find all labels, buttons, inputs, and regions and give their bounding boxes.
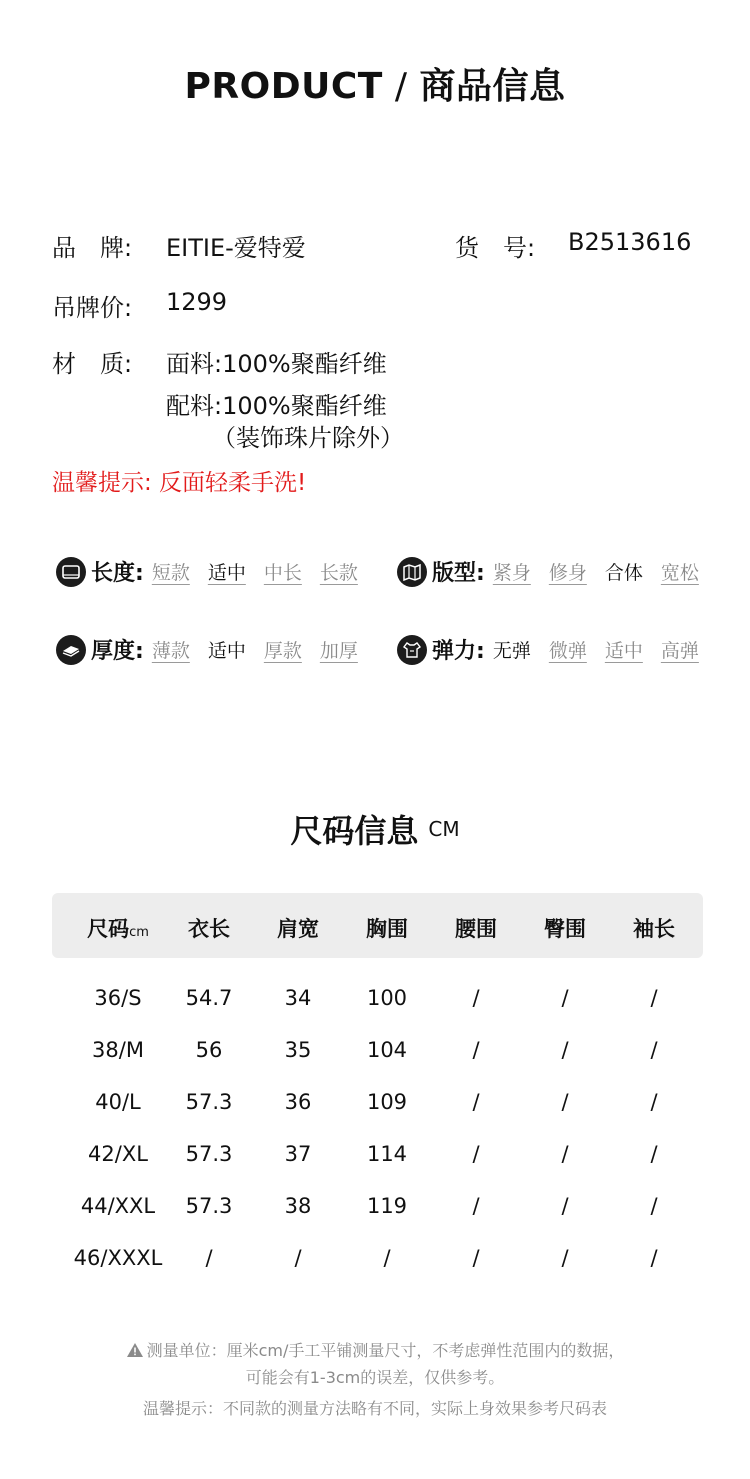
table-cell: /: [472, 1142, 480, 1166]
table-cell: 42/XL: [88, 1142, 148, 1166]
option-slim: 修身: [548, 562, 587, 584]
note-line: 可能会有1-3cm的误差，仅供参考。: [245, 1368, 505, 1387]
table-cell: /: [650, 1142, 658, 1166]
attribute-length: [56, 556, 358, 587]
option-high: 高弹: [660, 640, 699, 662]
table-cell: /: [650, 986, 658, 1010]
table-cell: 56: [195, 1038, 223, 1062]
table-cell: 37: [284, 1142, 312, 1166]
attribute-options: [493, 558, 699, 585]
table-cell: 36/S: [94, 986, 142, 1010]
header-label: 尺码: [87, 917, 130, 941]
table-cell: /: [205, 1246, 213, 1270]
table-cell: 36: [284, 1090, 312, 1114]
attribute-name: 弹力:: [432, 639, 485, 664]
attribute-fit: [397, 556, 699, 587]
header-length: 衣长: [188, 917, 230, 941]
table-cell: 57.3: [185, 1194, 233, 1218]
option-medium: 适中: [604, 640, 643, 662]
header-sleeve: 袖长: [633, 917, 675, 941]
note-line: 温馨提示：不同款的测量方法略有不同，实际上身效果参考尺码表: [142, 1399, 607, 1418]
option-medium: 适中: [207, 562, 246, 584]
table-cell: /: [472, 1090, 480, 1114]
table-row: [52, 1246, 703, 1276]
table-cell: 100: [366, 986, 408, 1010]
attribute-name: 版型:: [432, 561, 485, 586]
brand-label: 品 牌:: [52, 234, 133, 262]
table-cell: /: [650, 1246, 658, 1270]
table-cell: /: [561, 1142, 569, 1166]
sku-label: 货 号:: [455, 234, 536, 262]
option-extra-thick: 加厚: [319, 640, 358, 662]
table-cell: 57.3: [185, 1090, 233, 1114]
option-long: 长款: [319, 562, 358, 584]
header-size: [73, 913, 163, 943]
size-title-unit: CM: [428, 817, 460, 841]
attribute-elasticity: [397, 634, 699, 665]
table-cell: 44/XXL: [80, 1194, 156, 1218]
table-cell: /: [650, 1090, 658, 1114]
option-medium: 适中: [207, 640, 246, 662]
table-cell: /: [472, 1038, 480, 1062]
title-cn: 商品信息: [419, 66, 566, 107]
table-cell: 35: [284, 1038, 312, 1062]
sku-value: B2513616: [568, 228, 692, 256]
material-line: （装饰珠片除外）: [212, 424, 404, 452]
table-cell: /: [561, 1038, 569, 1062]
table-cell: /: [561, 1246, 569, 1270]
table-row: [52, 1038, 703, 1068]
elasticity-icon: [397, 635, 427, 665]
material-line: 面料:100%聚酯纤维: [166, 350, 387, 378]
table-cell: 34: [284, 986, 312, 1010]
warning-icon: [126, 1342, 144, 1362]
price-label: 吊牌价:: [52, 294, 133, 322]
title-separator: /: [394, 66, 408, 107]
table-row: [52, 1142, 703, 1172]
size-table-body: [52, 986, 703, 1296]
attribute-name: 厚度:: [91, 639, 144, 664]
option-none: 无弹: [492, 640, 531, 662]
material-line: 配料:100%聚酯纤维: [166, 392, 387, 420]
thickness-icon: [56, 635, 86, 665]
size-section-title: [0, 806, 750, 852]
table-cell: 114: [366, 1142, 408, 1166]
brand-value: EITIE-爱特爱: [166, 234, 306, 262]
header-unit: cm: [129, 925, 149, 940]
size-table-header: [52, 893, 703, 958]
price-value: 1299: [166, 288, 228, 316]
size-title-text: 尺码信息: [290, 812, 419, 850]
material-label: 材 质:: [52, 350, 133, 378]
measurement-note: [0, 1338, 750, 1362]
table-cell: /: [650, 1038, 658, 1062]
note-line: 测量单位：厘米cm/手工平铺测量尺寸，不考虑弹性范围内的数据，: [146, 1341, 625, 1360]
attribute-options: [152, 636, 358, 663]
table-cell: /: [472, 1246, 480, 1270]
option-short: 短款: [151, 562, 190, 584]
attribute-thickness: [56, 634, 358, 665]
table-cell: /: [472, 1194, 480, 1218]
option-slight: 微弹: [548, 640, 587, 662]
table-cell: 38: [284, 1194, 312, 1218]
option-thick: 厚款: [263, 640, 302, 662]
table-cell: 40/L: [95, 1090, 141, 1114]
header-chest: 胸围: [366, 917, 408, 941]
attribute-name: 长度:: [91, 561, 144, 586]
table-row: [52, 986, 703, 1016]
table-cell: /: [383, 1246, 391, 1270]
table-cell: /: [472, 986, 480, 1010]
wash-warning: 温馨提示: 反面轻柔手洗!: [52, 470, 307, 496]
option-tight: 紧身: [492, 562, 531, 584]
table-cell: 46/XXXL: [73, 1246, 163, 1270]
header-hip: 臀围: [544, 917, 586, 941]
table-row: [52, 1090, 703, 1120]
table-cell: 54.7: [185, 986, 233, 1010]
option-regular: 合体: [604, 562, 643, 584]
table-cell: /: [650, 1194, 658, 1218]
header-shoulder: 肩宽: [277, 917, 319, 941]
table-cell: /: [561, 986, 569, 1010]
page-title: [0, 58, 750, 109]
table-cell: /: [294, 1246, 302, 1270]
attribute-options: [493, 636, 699, 663]
header-waist: 腰围: [455, 917, 497, 941]
option-mid-long: 中长: [263, 562, 302, 584]
table-cell: 109: [366, 1090, 408, 1114]
table-cell: 38/M: [92, 1038, 144, 1062]
option-thin: 薄款: [151, 640, 190, 662]
title-en: PRODUCT: [184, 66, 383, 107]
table-row: [52, 1194, 703, 1224]
option-loose: 宽松: [660, 562, 699, 584]
length-icon: [56, 557, 86, 587]
table-cell: 57.3: [185, 1142, 233, 1166]
table-cell: /: [561, 1090, 569, 1114]
fit-icon: [397, 557, 427, 587]
table-cell: 119: [366, 1194, 408, 1218]
table-cell: /: [561, 1194, 569, 1218]
table-cell: 104: [366, 1038, 408, 1062]
attribute-options: [152, 558, 358, 585]
